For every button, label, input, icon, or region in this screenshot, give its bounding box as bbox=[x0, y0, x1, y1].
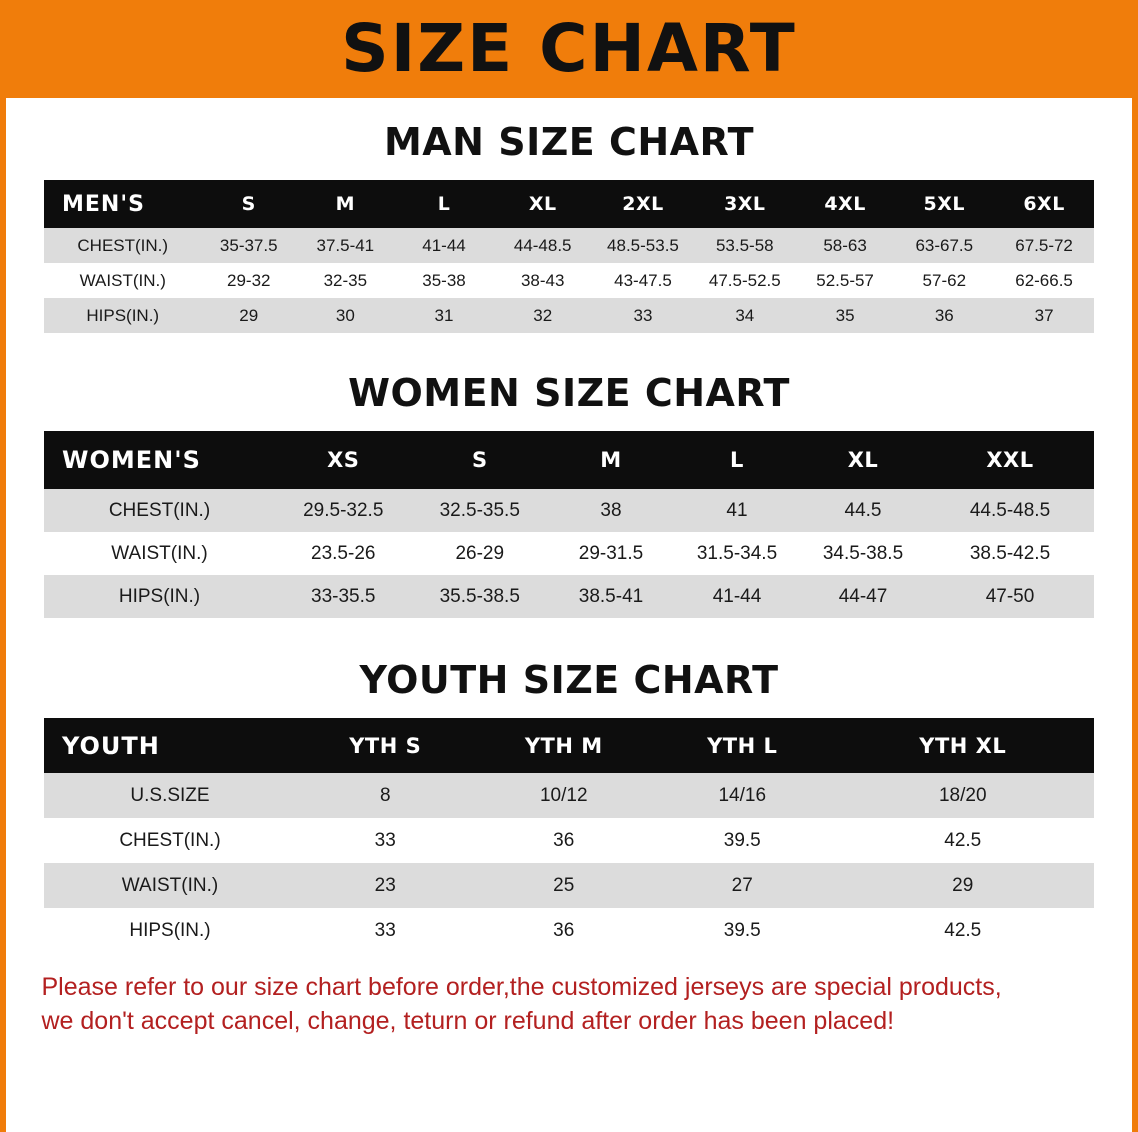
header-cell: M bbox=[335, 193, 356, 215]
table-cell: 32 bbox=[493, 298, 592, 333]
row-label: HIPS(IN.) bbox=[44, 298, 202, 333]
table-cell: 41 bbox=[674, 489, 800, 532]
table-cell: 43-47.5 bbox=[592, 263, 694, 298]
table-cell: 57-62 bbox=[894, 263, 994, 298]
header-cell: YTH XL bbox=[919, 733, 1007, 758]
table-cell: 38 bbox=[548, 489, 674, 532]
women-section-title: WOMEN SIZE CHART bbox=[348, 371, 790, 415]
table-cell: 44.5 bbox=[800, 489, 926, 532]
table-cell: 29.5-32.5 bbox=[275, 489, 412, 532]
row-label: HIPS(IN.) bbox=[44, 575, 275, 618]
row-label: WAIST(IN.) bbox=[44, 863, 296, 908]
table-cell: 38-43 bbox=[493, 263, 592, 298]
header-cell: XL bbox=[528, 193, 557, 215]
table-cell: 62-66.5 bbox=[994, 263, 1094, 298]
table-cell: 26-29 bbox=[412, 532, 549, 575]
table-cell: 39.5 bbox=[653, 818, 832, 863]
table-row bbox=[44, 228, 1094, 263]
header-cell: YTH L bbox=[707, 733, 778, 758]
header-cell: 3XL bbox=[724, 193, 766, 215]
table-cell: 34.5-38.5 bbox=[800, 532, 926, 575]
table-cell: 37.5-41 bbox=[296, 228, 395, 263]
table-row bbox=[44, 773, 1094, 818]
youth-section-title: YOUTH SIZE CHART bbox=[359, 658, 779, 702]
header-cell: YTH S bbox=[349, 733, 422, 758]
youth-size-table bbox=[44, 718, 1094, 953]
row-label: CHEST(IN.) bbox=[44, 489, 275, 532]
policy-note-line-1: Please refer to our size chart before order,the customized jerseys are special products, bbox=[41, 973, 1002, 1001]
header-cell: XL bbox=[847, 448, 879, 472]
header-cell: 4XL bbox=[824, 193, 866, 215]
table-cell: 39.5 bbox=[653, 908, 832, 953]
table-cell: 42.5 bbox=[832, 908, 1095, 953]
table-row bbox=[44, 863, 1094, 908]
table-row bbox=[44, 489, 1094, 532]
table-cell: 35-38 bbox=[395, 263, 494, 298]
table-cell: 38.5-42.5 bbox=[926, 532, 1094, 575]
row-label: WAIST(IN.) bbox=[44, 263, 202, 298]
table-cell: 33-35.5 bbox=[275, 575, 412, 618]
table-cell: 37 bbox=[994, 298, 1094, 333]
table-cell: 44-48.5 bbox=[493, 228, 592, 263]
table-cell: 52.5-57 bbox=[796, 263, 895, 298]
header-cell: YTH M bbox=[524, 733, 603, 758]
row-label: HIPS(IN.) bbox=[44, 908, 296, 953]
table-cell: 44-47 bbox=[800, 575, 926, 618]
table-cell: 33 bbox=[296, 908, 475, 953]
header-cell: M bbox=[600, 448, 622, 472]
table-cell: 29-32 bbox=[202, 263, 296, 298]
table-cell: 36 bbox=[894, 298, 994, 333]
page-title: SIZE CHART bbox=[341, 10, 797, 87]
table-cell: 53.5-58 bbox=[694, 228, 796, 263]
row-label: CHEST(IN.) bbox=[44, 228, 202, 263]
table-cell: 36 bbox=[475, 908, 654, 953]
header-cell: 5XL bbox=[923, 193, 966, 215]
table-cell: 31.5-34.5 bbox=[674, 532, 800, 575]
header-cell: XXL bbox=[986, 448, 1034, 472]
table-row bbox=[44, 298, 1094, 333]
table-cell: 35.5-38.5 bbox=[412, 575, 549, 618]
table-row bbox=[44, 263, 1094, 298]
table-cell: 32-35 bbox=[296, 263, 395, 298]
table-cell: 30 bbox=[296, 298, 395, 333]
table-cell: 35-37.5 bbox=[202, 228, 296, 263]
table-cell: 25 bbox=[475, 863, 654, 908]
header-cell: YOUTH bbox=[62, 731, 160, 760]
table-cell: 41-44 bbox=[395, 228, 494, 263]
table-cell: 29 bbox=[202, 298, 296, 333]
header-cell: MEN'S bbox=[62, 191, 145, 217]
table-cell: 10/12 bbox=[475, 773, 654, 818]
table-row bbox=[44, 908, 1094, 953]
table-cell: 63-67.5 bbox=[894, 228, 994, 263]
table-cell: 41-44 bbox=[674, 575, 800, 618]
table-cell: 42.5 bbox=[832, 818, 1095, 863]
table-cell: 33 bbox=[296, 818, 475, 863]
table-cell: 33 bbox=[592, 298, 694, 333]
table-header-row bbox=[44, 718, 1094, 773]
policy-note bbox=[42, 971, 1097, 1039]
table-cell: 67.5-72 bbox=[994, 228, 1094, 263]
table-cell: 58-63 bbox=[796, 228, 895, 263]
table-cell: 44.5-48.5 bbox=[926, 489, 1094, 532]
row-label: WAIST(IN.) bbox=[44, 532, 275, 575]
header-cell: WOMEN'S bbox=[62, 446, 201, 474]
header-cell: S bbox=[241, 193, 256, 215]
table-cell: 47.5-52.5 bbox=[694, 263, 796, 298]
header-cell: 2XL bbox=[622, 193, 664, 215]
header-cell: XS bbox=[327, 448, 360, 472]
header-cell: S bbox=[471, 448, 488, 472]
header-cell: L bbox=[437, 193, 451, 215]
table-cell: 32.5-35.5 bbox=[412, 489, 549, 532]
table-row bbox=[44, 818, 1094, 863]
row-label: CHEST(IN.) bbox=[44, 818, 296, 863]
table-cell: 48.5-53.5 bbox=[592, 228, 694, 263]
table-cell: 29-31.5 bbox=[548, 532, 674, 575]
table-cell: 8 bbox=[296, 773, 475, 818]
row-label: U.S.SIZE bbox=[44, 773, 296, 818]
table-cell: 35 bbox=[796, 298, 895, 333]
man-size-table bbox=[44, 180, 1094, 333]
table-cell: 14/16 bbox=[653, 773, 832, 818]
policy-note-line-2: we don't accept cancel, change, teturn or refund after order has been placed! bbox=[41, 1006, 895, 1035]
table-header-row bbox=[44, 180, 1094, 228]
table-cell: 36 bbox=[475, 818, 654, 863]
table-cell: 18/20 bbox=[832, 773, 1095, 818]
women-size-table bbox=[44, 431, 1094, 618]
table-cell: 27 bbox=[653, 863, 832, 908]
table-cell: 34 bbox=[694, 298, 796, 333]
table-cell: 47-50 bbox=[926, 575, 1094, 618]
table-header-row bbox=[44, 431, 1094, 489]
header-cell: L bbox=[730, 448, 744, 472]
table-cell: 38.5-41 bbox=[548, 575, 674, 618]
table-cell: 31 bbox=[395, 298, 494, 333]
header-cell: 6XL bbox=[1023, 193, 1065, 215]
man-section-title: MAN SIZE CHART bbox=[383, 120, 755, 164]
table-cell: 23.5-26 bbox=[275, 532, 412, 575]
table-cell: 29 bbox=[832, 863, 1095, 908]
table-row bbox=[44, 575, 1094, 618]
table-cell: 23 bbox=[296, 863, 475, 908]
page-banner bbox=[0, 0, 1138, 98]
table-row bbox=[44, 532, 1094, 575]
